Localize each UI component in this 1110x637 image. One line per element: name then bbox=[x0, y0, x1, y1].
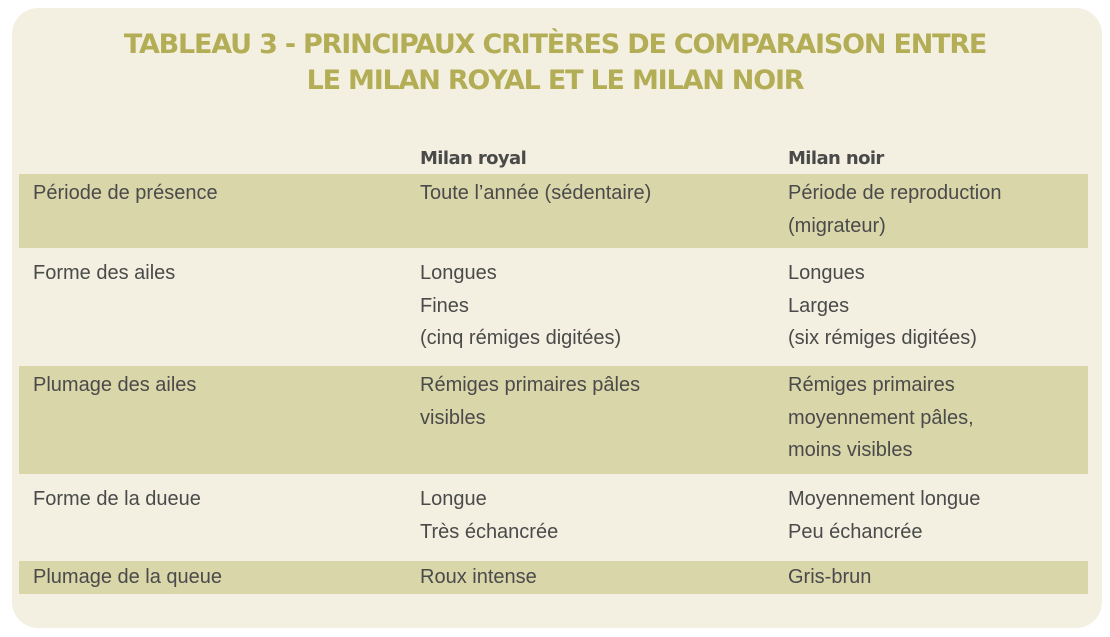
table-title bbox=[0, 27, 1110, 99]
cell-line: (migrateur) bbox=[788, 214, 886, 237]
cell-line: Période de reproduction bbox=[788, 182, 1002, 204]
milan-noir-cell bbox=[788, 369, 974, 467]
milan-royal-cell bbox=[420, 257, 621, 355]
milan-royal-cell bbox=[420, 177, 651, 210]
cell-line: Rémiges primaires bbox=[788, 374, 955, 396]
title-line-2: LE MILAN ROYAL ET LE MILAN NOIR bbox=[306, 65, 804, 96]
criterion-cell: Plumage des ailes bbox=[33, 374, 197, 396]
table-row bbox=[19, 366, 1088, 474]
column-header-milan-royal: Milan royal bbox=[420, 148, 527, 169]
cell-line: visibles bbox=[420, 406, 486, 429]
cell-line: moyennement pâles, bbox=[788, 406, 974, 429]
column-header-milan-noir: Milan noir bbox=[788, 148, 884, 169]
cell-line: Gris-brun bbox=[788, 566, 872, 588]
cell-line: Rémiges primaires pâles bbox=[420, 374, 641, 396]
milan-noir-cell bbox=[788, 483, 980, 548]
cell-line: Fines bbox=[420, 294, 469, 317]
cell-line: (cinq rémiges digitées) bbox=[420, 327, 622, 349]
milan-noir-cell bbox=[788, 561, 871, 594]
criterion-cell: Forme des ailes bbox=[33, 262, 176, 284]
table-row bbox=[19, 480, 1088, 556]
cell-line: moins visibles bbox=[788, 439, 913, 461]
title-line-1: TABLEAU 3 - PRINCIPAUX CRITÈRES DE COMPARAISON ENTRE bbox=[123, 29, 987, 60]
table-row bbox=[19, 561, 1088, 594]
milan-royal-cell bbox=[420, 561, 537, 594]
criterion-cell: Plumage de la queue bbox=[33, 566, 223, 588]
cell-line: Toute l’année (sédentaire) bbox=[420, 182, 652, 204]
cell-line: Roux intense bbox=[420, 566, 537, 588]
milan-royal-cell bbox=[420, 369, 640, 434]
milan-noir-cell bbox=[788, 257, 977, 355]
cell-line: Très échancrée bbox=[420, 520, 559, 543]
criterion-cell: Période de présence bbox=[33, 182, 218, 204]
cell-line: Larges bbox=[788, 294, 850, 317]
table-row bbox=[19, 254, 1088, 362]
cell-line: Moyennement longue bbox=[788, 488, 981, 510]
cell-line: Peu échancrée bbox=[788, 520, 923, 543]
cell-line: Longues bbox=[420, 262, 497, 284]
milan-noir-cell bbox=[788, 177, 1001, 242]
cell-line: Longue bbox=[420, 488, 487, 510]
cell-line: (six rémiges digitées) bbox=[788, 327, 977, 349]
cell-line: Longues bbox=[788, 262, 865, 284]
criterion-cell: Forme de la dueue bbox=[33, 488, 201, 510]
milan-royal-cell bbox=[420, 483, 558, 548]
table-row bbox=[19, 174, 1088, 248]
